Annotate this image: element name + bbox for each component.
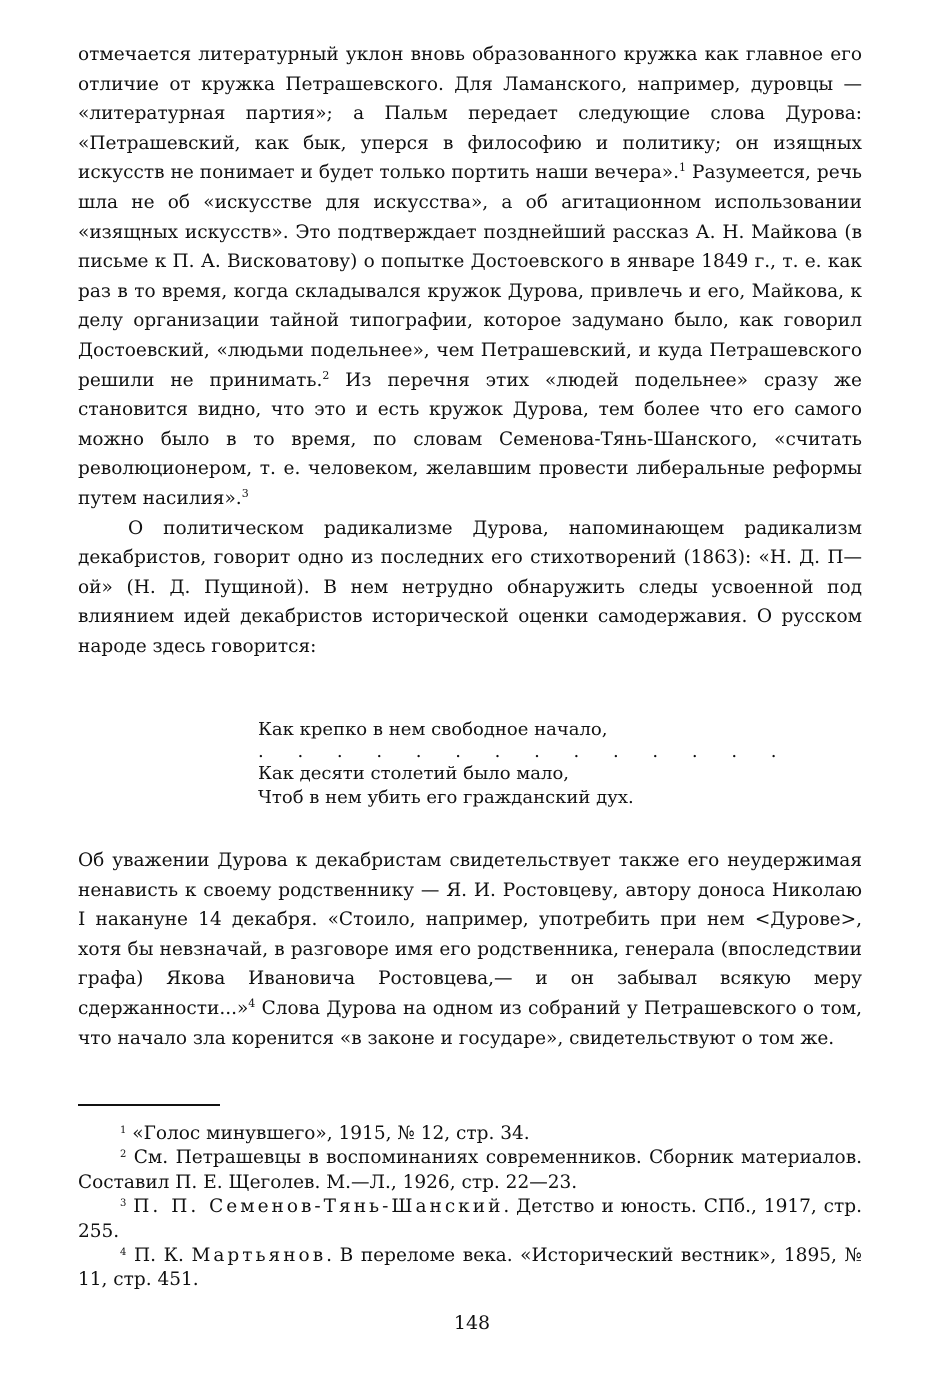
footnote-text: См. Петрашевцы в воспоминаниях современников. Сборник материалов. Составил П. Е. Щеголев. М.—Л., 1926, стр. 22—23. — [78, 1147, 862, 1193]
footnote — [78, 1146, 862, 1195]
footnote-ref: 4 — [248, 996, 256, 1010]
poem-quote — [258, 718, 791, 810]
text-segment: Об уважении Дурова к декабристам свидетельствует также его неудержимая ненависть к своему родственнику — Я. И. Ростовцеву, автору доноса Николаю I накануне 14 декабря. «Стоило, например, употребить при нем <Дурове>, хотя бы невзначай, в разговоре имя его родственника, генерала (впоследствии графа) Якова Ивановича Ростовцева,— и он забывал всякую меру сдержанности...» — [78, 850, 862, 1019]
footnote-divider — [78, 1104, 220, 1106]
footnote-mark: 1 — [120, 1125, 127, 1136]
footnote-mark: 3 — [120, 1198, 127, 1210]
poem-line: Как крепко в нем свободное начало, — [258, 719, 608, 740]
footnote-ref: 2 — [322, 368, 330, 382]
footnote — [78, 1244, 862, 1293]
footnote-mark: 2 — [120, 1149, 127, 1161]
text-segment: Слова Дурова на одном из собраний у Петрашевского о том, что начало зла коренится «в законе и государе», свидетельствуют о том же. — [78, 997, 862, 1049]
page-number: 148 — [453, 1312, 491, 1334]
footnote-mark: 4 — [120, 1247, 127, 1259]
poem-line: Как десяти столетий было мало, — [258, 763, 570, 784]
footnotes — [78, 1122, 862, 1293]
footnote-text: . Детство и юность. СПб., 1917, стр. 255. — [78, 1196, 862, 1242]
text-segment: Разумеется, речь шла не об «искусстве для искусства», а об агитационном использовании «изящных искусств». Это подтверждает позднейший рассказ А. Н. Майкова (в письме к П. А. Висковатову) о попытке Достоевского в январе 1849 г., т. е. как раз в то время, когда складывался кружок Дурова, привлечь и его, Майкова, к делу организации тайной типографии, которое задумано было, как говорил Достоевский, «людьми подельнее», чем Петрашевский, и куда Петрашевского решили не принимать. — [78, 162, 862, 391]
footnote-author: Мартьянов — [191, 1245, 327, 1267]
paragraph — [78, 850, 862, 1049]
footnote-author: П. П. Семенов-Тянь-Шанский — [133, 1196, 504, 1218]
poem-ellipsis: . . . . . . . . . . . . . . — [258, 741, 791, 762]
footnote — [78, 1195, 862, 1244]
footnote-ref: 1 — [679, 161, 687, 175]
footnote — [78, 1122, 862, 1146]
poem-line: Чтоб в нем убить его гражданский дух. — [258, 787, 634, 808]
footnote-ref: 3 — [241, 486, 249, 500]
footnote-author-initials: П. К. — [134, 1245, 192, 1267]
text-segment: Из перечня этих «людей подельнее» сразу же становится видно, что это и есть кружок Дурова, тем более что его самого можно было в то время, по словам Семенова-Тянь-Шанского, «считать революционером, т. е. человеком, желавшим провести либеральные реформы путем насилия». — [78, 369, 862, 509]
main-text-block-2 — [78, 846, 862, 1053]
main-text-block — [78, 40, 862, 661]
paragraph — [78, 40, 862, 514]
footnote-text: . В переломе века. «Исторический вестник», 1895, № 11, стр. 451. — [78, 1245, 862, 1291]
paragraph: О политическом радикализме Дурова, напоминающем радикализм декабристов, говорит одно из последних его стихотворений (1863): «Н. Д. П—ой» (Н. Д. Пущиной). В нем нетрудно обнаружить следы усвоенной под влиянием идей декабристов исторической оценки самодержавия. О русском народе здесь говорится: — [78, 517, 862, 657]
text-segment: отмечается литературный уклон вновь образованного кружка как главное его отличие от кружка Петрашевского. Для Ламанского, например, дуровцы — «литературная партия»; а Пальм передает следующие слова Дурова: «Петрашевский, как бык, уперся в философию и политику; он изящных искусств не понимает и будет только портить наши вечера». — [78, 44, 862, 184]
footnote-text: «Голос минувшего», 1915, № 12, стр. 34. — [132, 1123, 530, 1144]
